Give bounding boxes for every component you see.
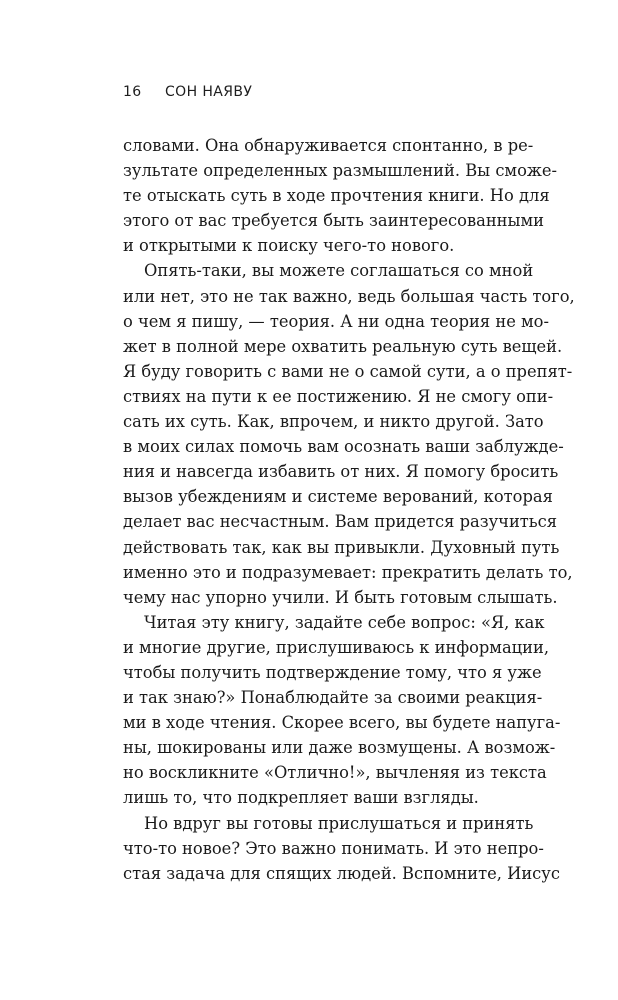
- text-line: и многие другие, прислушиваюсь к информации,: [123, 637, 550, 657]
- text-line: словами. Она обнаруживается спонтанно, в ре-: [123, 136, 534, 155]
- running-title: СОН НАЯВУ: [165, 84, 253, 100]
- text-line: те отыскать суть в ходе прочтения книги. Но для: [123, 186, 550, 206]
- text-line: что-то новое? Это важно понимать. И это непро-: [123, 838, 544, 858]
- text-line: стая задача для спящих людей. Вспомните, Иисус: [123, 863, 560, 883]
- text-line: делает вас несчастным. Вам придется разучиться: [123, 512, 558, 532]
- text-line: ны, шокированы или даже возмущены. А возмож-: [123, 738, 556, 758]
- text-line: жет в полной мере охватить реальную суть вещей.: [123, 336, 563, 356]
- text-line: чтобы получить подтверждение тому, что я уже: [123, 662, 542, 682]
- text-line: именно это и подразумевает: прекратить делать то,: [123, 562, 573, 582]
- text-line: или нет, это не так важно, ведь большая часть того,: [123, 286, 575, 306]
- text-line: о чем я пишу, — теория. А ни одна теория не мо-: [123, 311, 549, 331]
- text-line: но воскликните «Отлично!», вычленяя из текста: [123, 763, 547, 783]
- paragraph-first-line: Но вдруг вы готовы прислушаться и принять: [144, 813, 534, 833]
- text-line: чему нас упорно учили. И быть готовым слышать.: [123, 587, 558, 607]
- body-text: [123, 133, 575, 886]
- text-line: зультате определенных размышлений. Вы сможе-: [123, 161, 558, 181]
- text-line: лишь то, что подкрепляет ваши взгляды.: [123, 788, 479, 808]
- text-line: Я буду говорить с вами не о самой сути, а о препят-: [123, 361, 573, 381]
- text-line: действовать так, как вы привыкли. Духовный путь: [123, 537, 560, 557]
- page-number: 16: [123, 84, 142, 100]
- text-line: в моих силах помочь вам осознать ваши заблужде-: [123, 437, 564, 457]
- text-line: этого от вас требуется быть заинтересованными: [123, 211, 545, 231]
- paragraph-first-line: Читая эту книгу, задайте себе вопрос: «Я, как: [144, 612, 545, 632]
- paragraph-first-line: Опять-таки, вы можете соглашаться со мной: [144, 261, 534, 281]
- running-header: [123, 84, 252, 100]
- text-line: сать их суть. Как, впрочем, и никто другой. Зато: [123, 412, 544, 432]
- text-line: и так знаю?» Понаблюдайте за своими реакция-: [123, 688, 543, 708]
- text-line: ствиях на пути к ее постижению. Я не смогу опи-: [123, 386, 554, 406]
- text-line: и открытыми к поиску чего-то нового.: [123, 236, 455, 256]
- text-line: вызов убеждениям и системе верований, которая: [123, 487, 553, 507]
- text-line: ми в ходе чтения. Скорее всего, вы будете напуга-: [123, 713, 561, 733]
- text-line: ния и навсегда избавить от них. Я помогу бросить: [123, 462, 559, 482]
